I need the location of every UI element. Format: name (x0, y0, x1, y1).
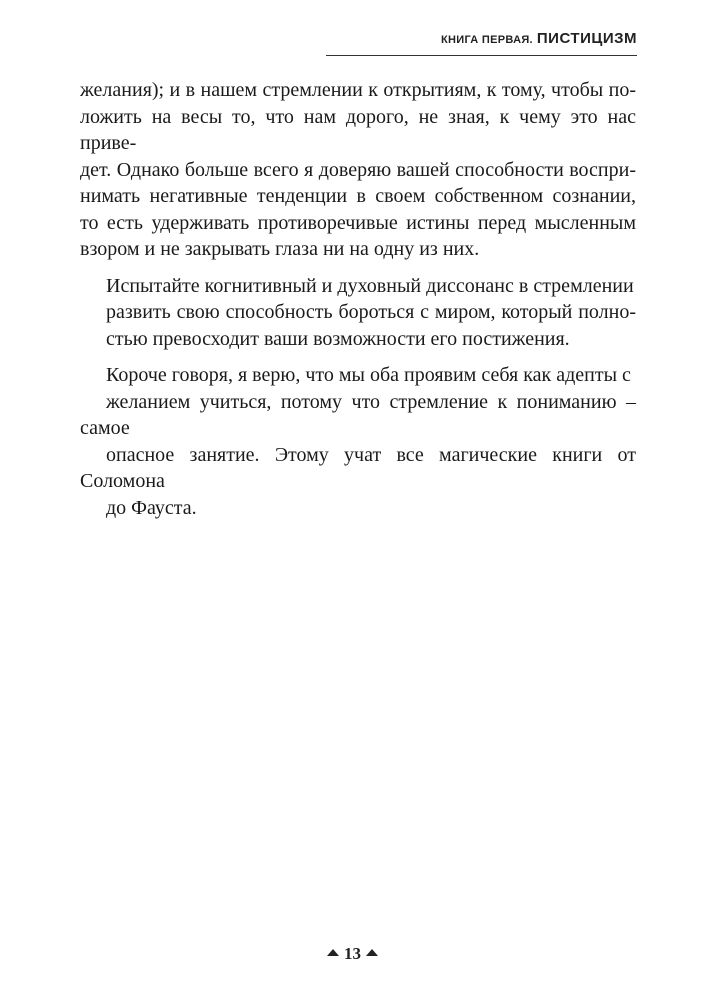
body-text (80, 77, 636, 531)
paragraph-2 (80, 273, 636, 353)
text-line: Испытайте когнитивный и духовный диссонанс в стремлении (106, 274, 634, 297)
text-line: до Фауста. (106, 496, 197, 519)
text-line: стью превосходит ваши возможности его постижения. (106, 327, 570, 350)
running-header-book: КНИГА ПЕРВАЯ. (441, 34, 533, 46)
text-line: развить свою способность бороться с миром, который полно- (106, 301, 636, 323)
text-line: дет. Однако больше всего я доверяю вашей способности воспри- (80, 158, 636, 181)
text-line: опасное занятие. Этому учат все магические книги от Соломона (80, 443, 636, 492)
header-rule (326, 55, 637, 56)
text-line: желания); и в нашем стремлении к открытиям, к тому, чтобы по- (80, 79, 636, 101)
page-footer (0, 944, 705, 964)
text-line: взором и не закрывать глаза ни на одну из них. (80, 238, 480, 260)
text-line: Короче говоря, я верю, что мы оба проявим себя как адепты с (106, 364, 631, 386)
ornament-left-icon (327, 949, 339, 956)
text-line: ложить на весы то, что нам дорого, не зная, к чему это нас приве- (80, 105, 636, 154)
text-line: то есть удерживать противоречивые истины перед мысленным (80, 211, 636, 234)
text-line: нимать негативные тенденции в своем собственном сознании, (80, 185, 636, 207)
paragraph-1 (80, 77, 636, 263)
page-number: 13 (344, 944, 361, 963)
text-line: желанием учиться, потому что стремление к пониманию – самое (80, 390, 636, 439)
ornament-right-icon (366, 949, 378, 956)
running-header (441, 30, 637, 47)
paragraph-3 (80, 362, 636, 521)
running-header-chapter: ПИСТИЦИЗМ (536, 30, 637, 47)
